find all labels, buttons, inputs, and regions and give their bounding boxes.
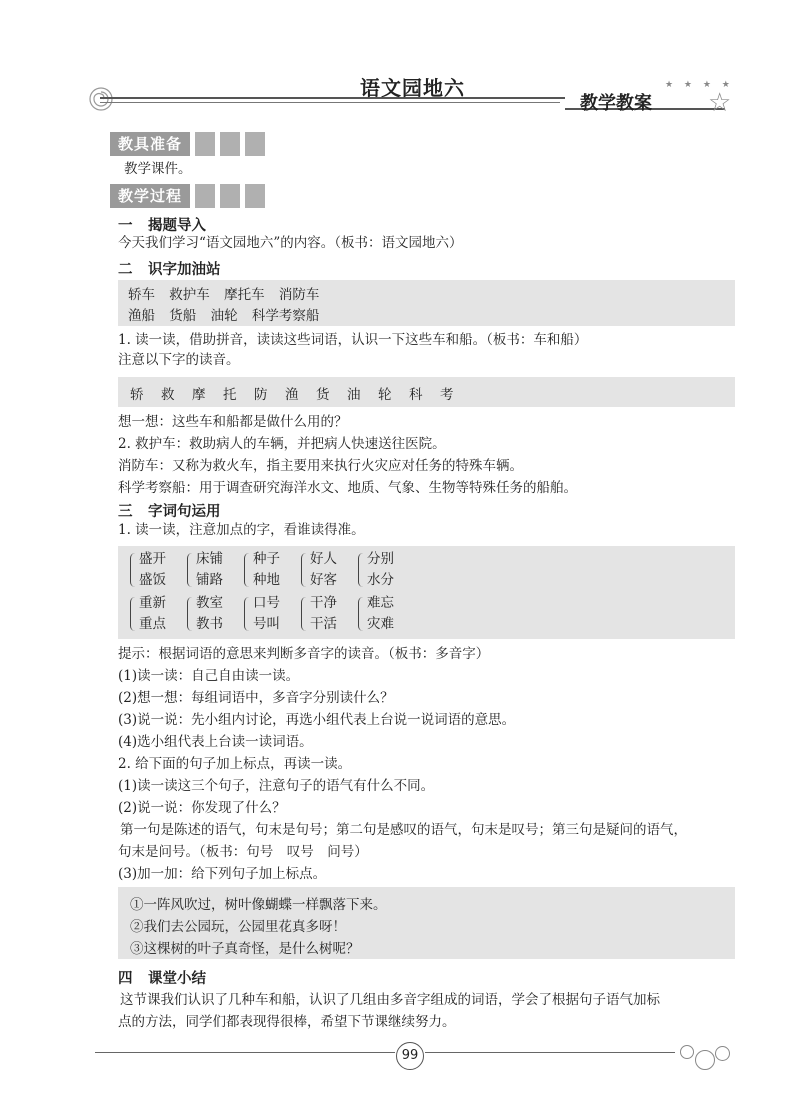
- char-item: 科: [409, 387, 423, 403]
- section-process-header: [110, 184, 265, 208]
- section-3-step: (3)说一说：先小组内讨论，再选小组代表上台说一说词语的意思。: [118, 712, 516, 728]
- chars-row: [130, 383, 471, 403]
- char-item: 托: [223, 387, 237, 403]
- char-item: 救: [161, 387, 175, 403]
- word-pair: [358, 593, 394, 635]
- pair-word: 铺路: [196, 572, 223, 588]
- word-pair: [130, 549, 166, 591]
- page-title: 语文园地六: [360, 76, 465, 100]
- pair-word: 教室: [196, 595, 223, 611]
- pair-word: 重点: [139, 616, 166, 632]
- section-2-p4: 2. 救护车：救助病人的车辆，并把病人快速送往医院。: [118, 436, 446, 452]
- pair-word: 难忘: [367, 595, 394, 611]
- word-pair: [130, 593, 166, 635]
- bubble-icon: [695, 1050, 715, 1070]
- section-3-p2c-line1: 第一句是陈述的语气，句末是句号；第二句是感叹的语气，句末是叹号；第三句是疑问的语气，: [120, 822, 687, 838]
- section-2-p5: 消防车：又称为救火车，指主要用来执行火灾应对任务的特殊车辆。: [118, 458, 523, 474]
- sentence-item: ②我们去公园玩，公园里花真多呀！: [130, 919, 346, 935]
- section-2-p3: 想一想：这些车和船都是做什么用的？: [118, 414, 348, 430]
- pair-word: 灾难: [367, 616, 394, 632]
- char-item: 货: [316, 387, 330, 403]
- section-2-heading: [118, 258, 221, 279]
- pair-word: 分别: [367, 551, 394, 567]
- section-3-step: (1)读一读：自己自由读一读。: [118, 668, 300, 684]
- sentence-item: ①一阵风吹过，树叶像蝴蝶一样飘落下来。: [130, 897, 387, 913]
- pair-word: 重新: [139, 595, 166, 611]
- section-3-step: (4)选小组代表上台读一读词语。: [118, 734, 313, 750]
- word-pair: [358, 549, 394, 591]
- header-line-thin: [100, 102, 560, 103]
- section-1-text: 今天我们学习“语文园地六”的内容。（板书：语文园地六）: [118, 235, 463, 251]
- char-item: 摩: [192, 387, 206, 403]
- pair-word: 床铺: [196, 551, 223, 567]
- section-2-p2: 注意以下字的读音。: [118, 352, 240, 368]
- bubble-icon: [680, 1045, 694, 1059]
- section-3-p2: 2. 给下面的句子加上标点，再读一读。: [118, 756, 352, 772]
- header-label: 教学教案: [580, 93, 652, 114]
- section-1-num: 一: [118, 218, 133, 234]
- section-4-num: 四: [118, 971, 133, 987]
- section-square: [195, 132, 215, 156]
- section-3-p2b: (2)说一说：你发现了什么？: [118, 800, 286, 816]
- page-number: 99: [396, 1042, 424, 1070]
- char-item: 渔: [285, 387, 299, 403]
- star-icon: ☆: [708, 88, 732, 118]
- pair-word: 干净: [310, 595, 337, 611]
- section-4-text-line1: 这节课我们认识了几种车和船，认识了几组由多音字组成的词语，学会了根据句子语气加标: [120, 992, 660, 1008]
- section-3-p1: 1. 读一读，注意加点的字，看谁读得准。: [118, 522, 365, 538]
- char-item: 轿: [130, 387, 144, 403]
- word-pair: [244, 593, 280, 635]
- char-item: 轮: [378, 387, 392, 403]
- section-2-num: 二: [118, 262, 133, 278]
- section-1-heading: [118, 214, 206, 235]
- section-2-p1: 1. 读一读，借助拼音，读读这些词语，认识一下这些车和船。（板书：车和船）: [118, 332, 588, 348]
- pair-word: 好客: [310, 572, 337, 588]
- header-line: [100, 97, 565, 99]
- section-square: [245, 184, 265, 208]
- pair-word: 种子: [253, 551, 280, 567]
- pair-word: 好人: [310, 551, 337, 567]
- section-3-p2c-line2: 句末是问号。（板书：句号 叹号 问号）: [118, 844, 368, 860]
- vehicles-row: 轿车 救护车 摩托车 消防车: [128, 287, 320, 303]
- section-3-title: 字词句运用: [148, 504, 221, 520]
- section-3-num: 三: [118, 504, 133, 520]
- header-swirl-icon: [88, 86, 114, 116]
- char-item: 考: [440, 387, 454, 403]
- word-pair: [301, 593, 337, 635]
- bubble-icon: [715, 1046, 730, 1061]
- section-3-heading: [118, 500, 221, 521]
- section-process-label: 教学过程: [110, 184, 190, 208]
- section-2-p6: 科学考察船：用于调查研究海洋水文、地质、气象、生物等特殊任务的船舶。: [118, 480, 577, 496]
- section-square: [220, 132, 240, 156]
- section-tools-header: [110, 132, 265, 156]
- word-pair: [301, 549, 337, 591]
- footer-line-right: [425, 1052, 675, 1053]
- pair-word: 教书: [196, 616, 223, 632]
- section-3-step: (2)想一想：每组词语中，多音字分别读什么？: [118, 690, 394, 706]
- word-pair: [187, 593, 223, 635]
- char-item: 防: [254, 387, 268, 403]
- footer-line-left: [95, 1052, 395, 1053]
- word-pair: [187, 549, 223, 591]
- pair-word: 干活: [310, 616, 337, 632]
- section-3-hint: 提示：根据词语的意思来判断多音字的读音。（板书：多音字）: [118, 646, 490, 662]
- section-square: [195, 184, 215, 208]
- pair-word: 盛开: [139, 551, 166, 567]
- section-3-p2a: (1)读一读这三个句子，注意句子的语气有什么不同。: [118, 778, 435, 794]
- section-2-title: 识字加油站: [148, 262, 221, 278]
- sentence-item: ③这棵树的叶子真奇怪，是什么树呢？: [130, 941, 360, 957]
- char-item: 油: [347, 387, 361, 403]
- section-square: [245, 132, 265, 156]
- section-tools-label: 教具准备: [110, 132, 190, 156]
- pair-word: 盛饭: [139, 572, 166, 588]
- section-square: [220, 184, 240, 208]
- section-3-p2d: (3)加一加：给下列句子加上标点。: [118, 866, 327, 882]
- tools-content: 教学课件。: [124, 161, 192, 177]
- pair-word: 水分: [367, 572, 394, 588]
- section-1-title: 揭题导入: [148, 218, 206, 234]
- stars-icon: ★ ★ ★ ★: [665, 80, 734, 90]
- word-pair: [244, 549, 280, 591]
- boats-row: 渔船 货船 油轮 科学考察船: [128, 308, 320, 324]
- section-4-heading: [118, 967, 206, 988]
- section-4-text-line2: 点的方法，同学们都表现得很棒，希望下节课继续努力。: [118, 1014, 456, 1030]
- section-4-title: 课堂小结: [148, 971, 206, 987]
- pair-word: 号叫: [253, 616, 280, 632]
- pair-word: 口号: [253, 595, 280, 611]
- pair-word: 种地: [253, 572, 280, 588]
